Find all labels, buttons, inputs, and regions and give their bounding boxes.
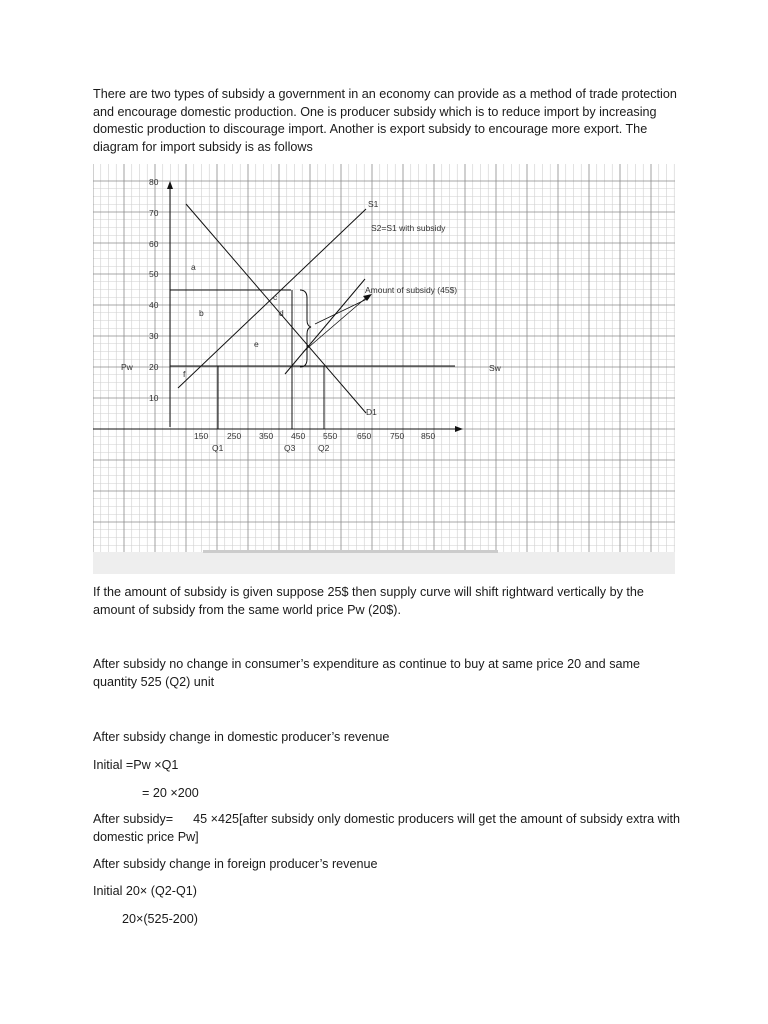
- horizontal-scrollbar-thumb[interactable]: [203, 550, 498, 553]
- consumer-expenditure-paragraph: After subsidy no change in consumer’s expenditure as continue to buy at same price 20 and same quantity 525 (Q2) unit: [93, 657, 640, 689]
- y-tick-70: 70: [149, 208, 159, 218]
- supply-curve-s1: [178, 209, 366, 388]
- d1-label: D1: [366, 407, 377, 417]
- domestic-revenue-heading: After subsidy change in domestic producer’s revenue: [93, 730, 390, 744]
- area-label-e: e: [254, 339, 259, 349]
- foreign-initial-equation: Initial 20× (Q2-Q1): [93, 884, 197, 898]
- horizontal-scrollbar-track[interactable]: [93, 552, 675, 574]
- initial-calculation: = 20 ×200: [142, 786, 199, 800]
- area-label-a: a: [191, 262, 196, 272]
- x-tick-550: 550: [323, 431, 338, 441]
- s1-label: S1: [368, 199, 379, 209]
- s2-label: S2=S1 with subsidy: [371, 223, 446, 233]
- foreign-revenue-heading: After subsidy change in foreign producer’s revenue: [93, 857, 378, 871]
- subsidy-diagram: [93, 164, 675, 574]
- x-axis-arrow: [455, 426, 463, 432]
- x-tick-650: 650: [357, 431, 372, 441]
- y-tick-80: 80: [149, 177, 159, 187]
- x-tick-450: 450: [291, 431, 306, 441]
- y-tick-30: 30: [149, 331, 159, 341]
- intro-paragraph: There are two types of subsidy a government in an economy can provide as a method of trade protection and encourage domestic production. One is producer subsidy which is to reduce import by increasing domestic production to discourage import. Another is export subsidy to encourage more export. The diagram for import subsidy is as follows: [93, 87, 677, 154]
- y-tick-60: 60: [149, 239, 159, 249]
- y-tick-20: 20: [149, 362, 159, 372]
- sw-label: Sw: [489, 363, 501, 373]
- initial-equation: Initial =Pw ×Q1: [93, 758, 179, 772]
- y-axis-arrow: [167, 181, 173, 189]
- subsidy-amount-label: Amount of subsidy (45$): [365, 285, 458, 295]
- area-label-c: c: [273, 292, 278, 302]
- foreign-calculation: 20×(525-200): [122, 912, 198, 926]
- area-label-b: b: [199, 308, 204, 318]
- x-tick-350: 350: [259, 431, 274, 441]
- q2-label: Q2: [318, 443, 330, 453]
- x-tick-750: 750: [390, 431, 405, 441]
- diagram-svg: [93, 164, 675, 574]
- after-subsidy-text: 45 ×425[after subsidy only domestic producers will get the amount of subsidy extra with domestic price Pw]: [93, 812, 681, 844]
- q3-label: Q3: [284, 443, 296, 453]
- after-subsidy-label: After subsidy=: [93, 812, 174, 826]
- x-tick-250: 250: [227, 431, 242, 441]
- after-subsidy-paragraph: [93, 811, 683, 846]
- y-tick-40: 40: [149, 300, 159, 310]
- subsidy-shift-paragraph: If the amount of subsidy is given suppose 25$ then supply curve will shift rightward vertically by the amount of subsidy from the same world price Pw (20$).: [93, 585, 644, 617]
- area-label-f: f: [183, 369, 186, 379]
- pw-label: Pw: [121, 362, 133, 372]
- x-tick-850: 850: [421, 431, 436, 441]
- q1-label: Q1: [212, 443, 224, 453]
- y-tick-50: 50: [149, 269, 159, 279]
- y-tick-10: 10: [149, 393, 159, 403]
- x-tick-150: 150: [194, 431, 209, 441]
- supply-curve-s2: [285, 279, 365, 374]
- area-label-d: d: [279, 308, 284, 318]
